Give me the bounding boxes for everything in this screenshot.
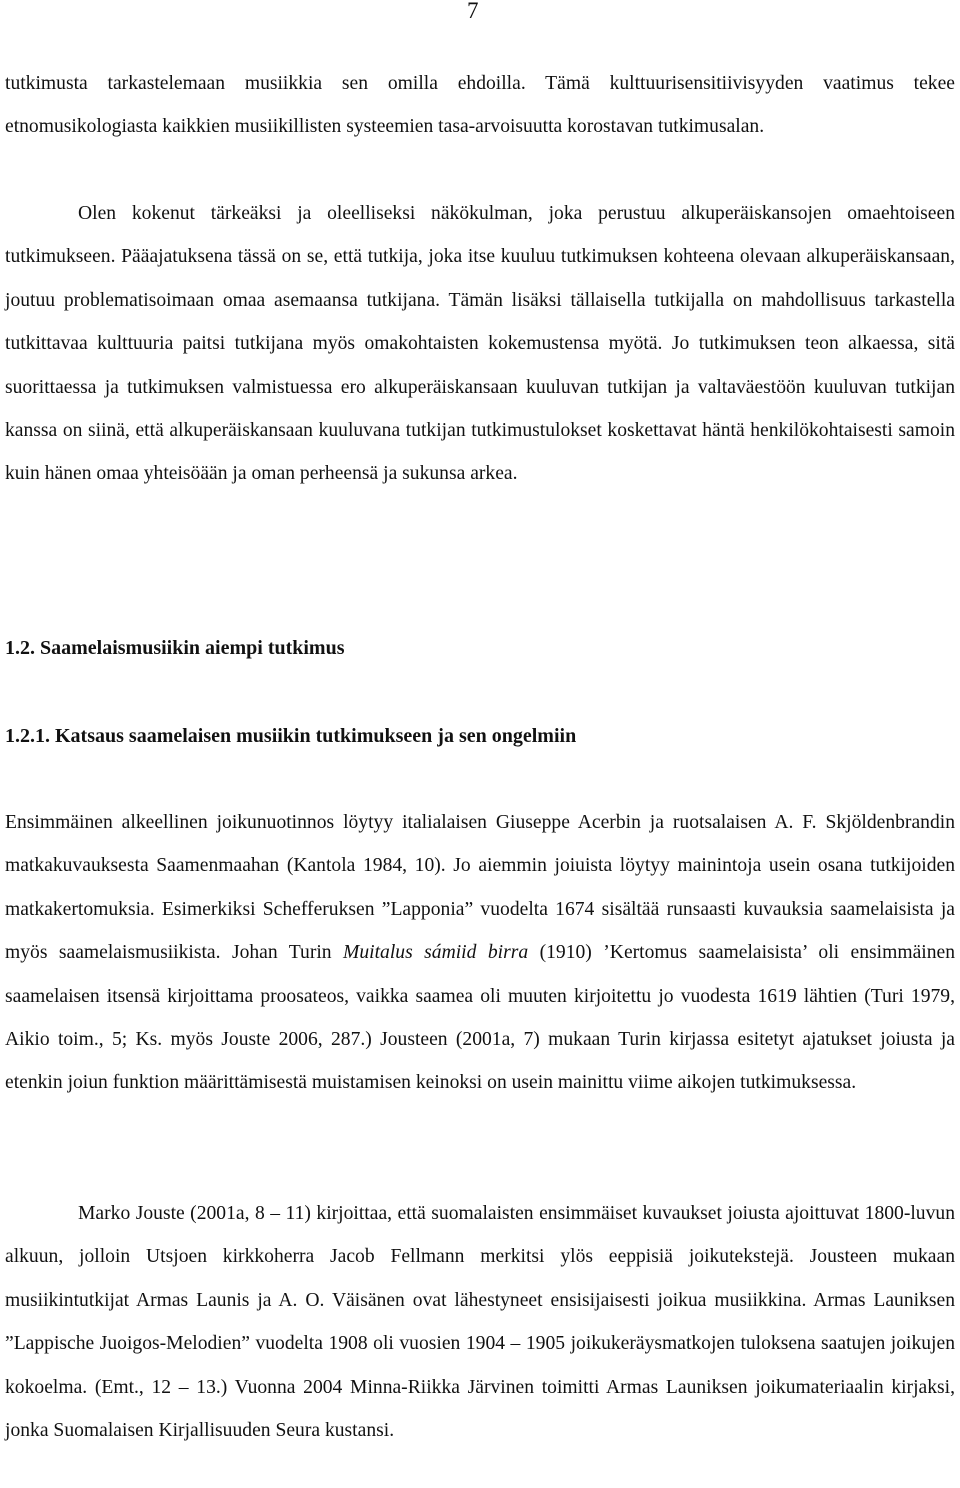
paragraph-text: (1910) ’Kertomus saamelaisista’ oli ensimmäinen saamelaisen itsensä kirjoittama proosateos, vaikka saamea oli muuten kirjoitettu jo vuodesta 1619 lähtien (Turi 1979, Aikio toim., 5; Ks. myös Jouste 2006, 287.) Jousteen (2001a, 7) mukaan Turin kirjassa esitetyt ajatukset joiusta ja etenkin joiun funktion määrittämisestä muistamisen keinoksi on usein mainittu viime aikojen tutkimuksessa. [5, 942, 956, 1094]
body-paragraph: tutkimusta tarkastelemaan musiikkia sen omilla ehdoilla. Tämä kulttuurisensitiivisyyden vaatimus tekee etnomusikologiasta kaikkien musiikillisten systeemien tasa-arvoisuutta korostavan tutkimusalan. [5, 73, 955, 138]
page-number: 7 [467, 0, 479, 23]
section-heading: 1.2. Saamelaismusiikin aiempi tutkimus [5, 637, 345, 659]
subsection-heading: 1.2.1. Katsaus saamelaisen musiikin tutkimukseen ja sen ongelmiin [5, 725, 577, 747]
body-paragraph: Olen kokenut tärkeäksi ja oleelliseksi näkökulman, joka perustuu alkuperäiskansojen omaehtoiseen tutkimukseen. Pääajatuksena tässä on se, että tutkija, joka itse kuuluu tutkimuksen kohteena olevaan alkuperäiskansaan, joutuu problematisoimaan omaa asemaansa tutkijana. Tämän lisäksi tällaisella tutkijalla on mahdollisuus tarkastella tutkittavaa kulttuuria paitsi tutkijana myös omakohtaisten kokemustensa myötä. Jo tutkimuksen teon alkaessa, sitä suorittaessa ja tutkimuksen valmistuessa ero alkuperäiskansaan kuuluvan tutkijan ja valtaväestöön kuuluvan tutkijan kanssa on siinä, että alkuperäiskansaan kuuluvana tutkijan tutkimustulokset koskettavat häntä henkilökohtaisesti samoin kuin hänen omaa yhteisöään ja oman perheensä ja sukunsa arkea. [5, 203, 955, 485]
book-title: Muitalus sámiid birra [343, 942, 529, 964]
paragraph-text: Ensimmäinen alkeellinen joikunuotinnos löytyy italialaisen Giuseppe Acerbin ja ruotsalaisen A. F. Skjöldenbrandin matkakuvauksesta Saamenmaahan (Kantola 1984, 10). Jo aiemmin joiuista löytyy mainintoja usein osana tutkijoiden matkakertomuksia. Esimerkiksi Schefferuksen ”Lapponia” vuodelta 1674 sisältää runsaasti kuvauksia saamelaisista ja myös saamelaismusiikista. Johan Turin [5, 812, 955, 964]
body-paragraph [5, 801, 955, 1105]
body-paragraph: Marko Jouste (2001a, 8 – 11) kirjoittaa, että suomalaisten ensimmäiset kuvaukset joiusta ajoittuvat 1800-luvun alkuun, jolloin Utsjoen kirkkoherra Jacob Fellmann merkitsi ylös eeppisiä joikutekstejä. Jousteen mukaan musiikintutkijat Armas Launis ja A. O. Väisänen ovat lähestyneet ensisijaisesti joikua musiikkina. Armas Launiksen ”Lappische Juoigos-Melodien” vuodelta 1908 oli vuosien 1904 – 1905 joikukeräysmatkojen tuloksena saatujen joikujen kokoelma. (Emt., 12 – 13.) Vuonna 2004 Minna-Riikka Järvinen toimitti Armas Launiksen joikumateriaalin kirjaksi, jonka Suomalaisen Kirjallisuuden Seura kustansi. [5, 1203, 955, 1442]
